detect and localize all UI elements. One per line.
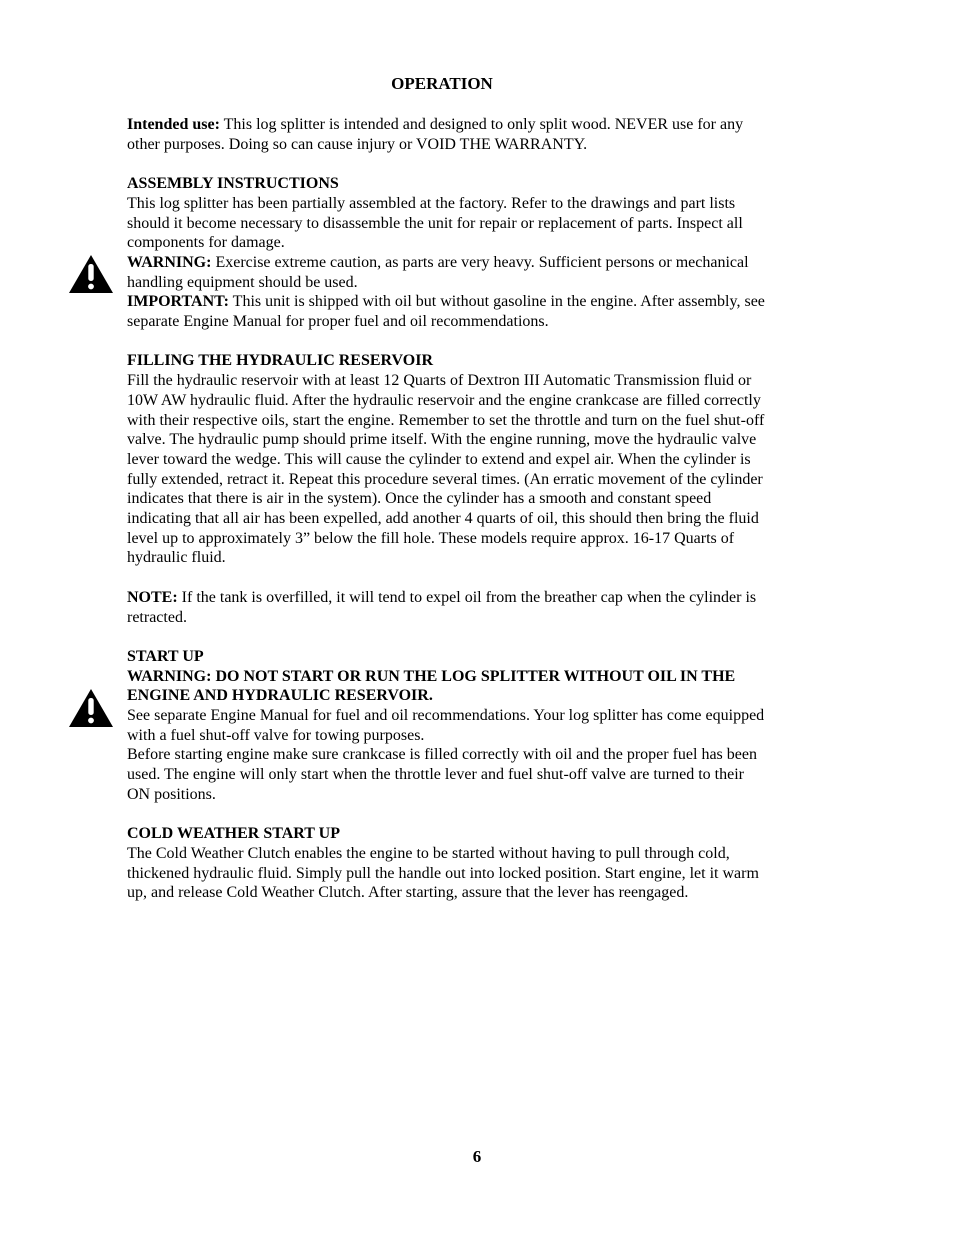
- warning-triangle-icon: [68, 688, 114, 728]
- page-number: 6: [472, 1147, 482, 1166]
- startup-warning: WARNING: DO NOT START OR RUN THE LOG SPLITTER WITHOUT OIL IN THE ENGINE AND HYDRAULIC RESERVOIR.: [127, 667, 736, 705]
- document-body: [127, 115, 767, 903]
- note-text: If the tank is overfilled, it will tend to expel oil from the breather cap when the cylinder is retracted.: [127, 588, 757, 626]
- reservoir-heading: FILLING THE HYDRAULIC RESERVOIR: [127, 352, 433, 370]
- intended-use-label: Intended use:: [127, 116, 220, 133]
- assembly-important: [127, 292, 767, 331]
- assembly-text: This log splitter has been partially assembled at the factory. Refer to the drawings and part lists should it become necessary to disassemble the unit for repair or replacement of parts. Inspect all components for damage.: [127, 194, 743, 252]
- startup-heading: START UP: [127, 647, 204, 665]
- reservoir-note: [127, 588, 767, 627]
- warning-label: WARNING:: [127, 253, 212, 271]
- startup-text-1: See separate Engine Manual for fuel and oil recommendations. Your log splitter has come equipped with a fuel shut-off valve for towing purposes.: [127, 707, 765, 744]
- cold-weather-text: The Cold Weather Clutch enables the engine to be started without having to pull through cold, thickened hydraulic fluid. Simply pull the handle out into locked position. Start engine, let it warm up, and release Cold Weather Clutch. After starting, assure that the lever has reengaged.: [127, 844, 759, 902]
- warning-triangle-icon: [68, 254, 114, 294]
- important-label: IMPORTANT:: [127, 293, 229, 311]
- intended-use-text: This log splitter is intended and designed to only split wood. NEVER use for any other purposes. Doing so can cause injury or VOID THE WARRANTY.: [127, 116, 744, 153]
- cold-weather-heading: COLD WEATHER START UP: [127, 825, 340, 843]
- note-label: NOTE:: [127, 588, 178, 606]
- startup-text-2: Before starting engine make sure crankcase is filled correctly with oil and the proper fuel has been used. The engine will only start when the throttle lever and fuel shut-off valve are turned to their ON positions.: [127, 746, 757, 803]
- warning-text: Exercise extreme caution, as parts are very heavy. Sufficient persons or mechanical handling equipment should be used.: [127, 253, 749, 291]
- assembly-heading: ASSEMBLY INSTRUCTIONS: [127, 175, 339, 193]
- reservoir-text: Fill the hydraulic reservoir with at least 12 Quarts of Dextron III Automatic Transmission fluid or 10W AW hydraulic fluid. After the hydraulic reservoir and the engine crankcase are filled correctly with their respective oils, start the engine. Remember to set the throttle and turn on the fuel shut-off valve. The hydraulic pump should prime itself. With the engine running, move the hydraulic valve lever toward the wedge. This will cause the cylinder to extend and expel air. When the cylinder is fully extended, retract it. Repeat this procedure several times. (An erratic movement of the cylinder indicates that there is air in the system). Once the cylinder has a smooth and constant speed indicating that all air has been expelled, add another 4 quarts of oil, this should then bring the fluid level up to approximately 3” below the fill hole. These models require approx. 16-17 Quarts of hydraulic fluid.: [127, 372, 765, 567]
- assembly-warning: [127, 253, 767, 292]
- page-title: OPERATION: [391, 74, 493, 93]
- important-text: This unit is shipped with oil but without gasoline in the engine. After assembly, see separate Engine Manual for proper fuel and oil recommendations.: [127, 293, 765, 331]
- intended-use-paragraph: [127, 115, 767, 154]
